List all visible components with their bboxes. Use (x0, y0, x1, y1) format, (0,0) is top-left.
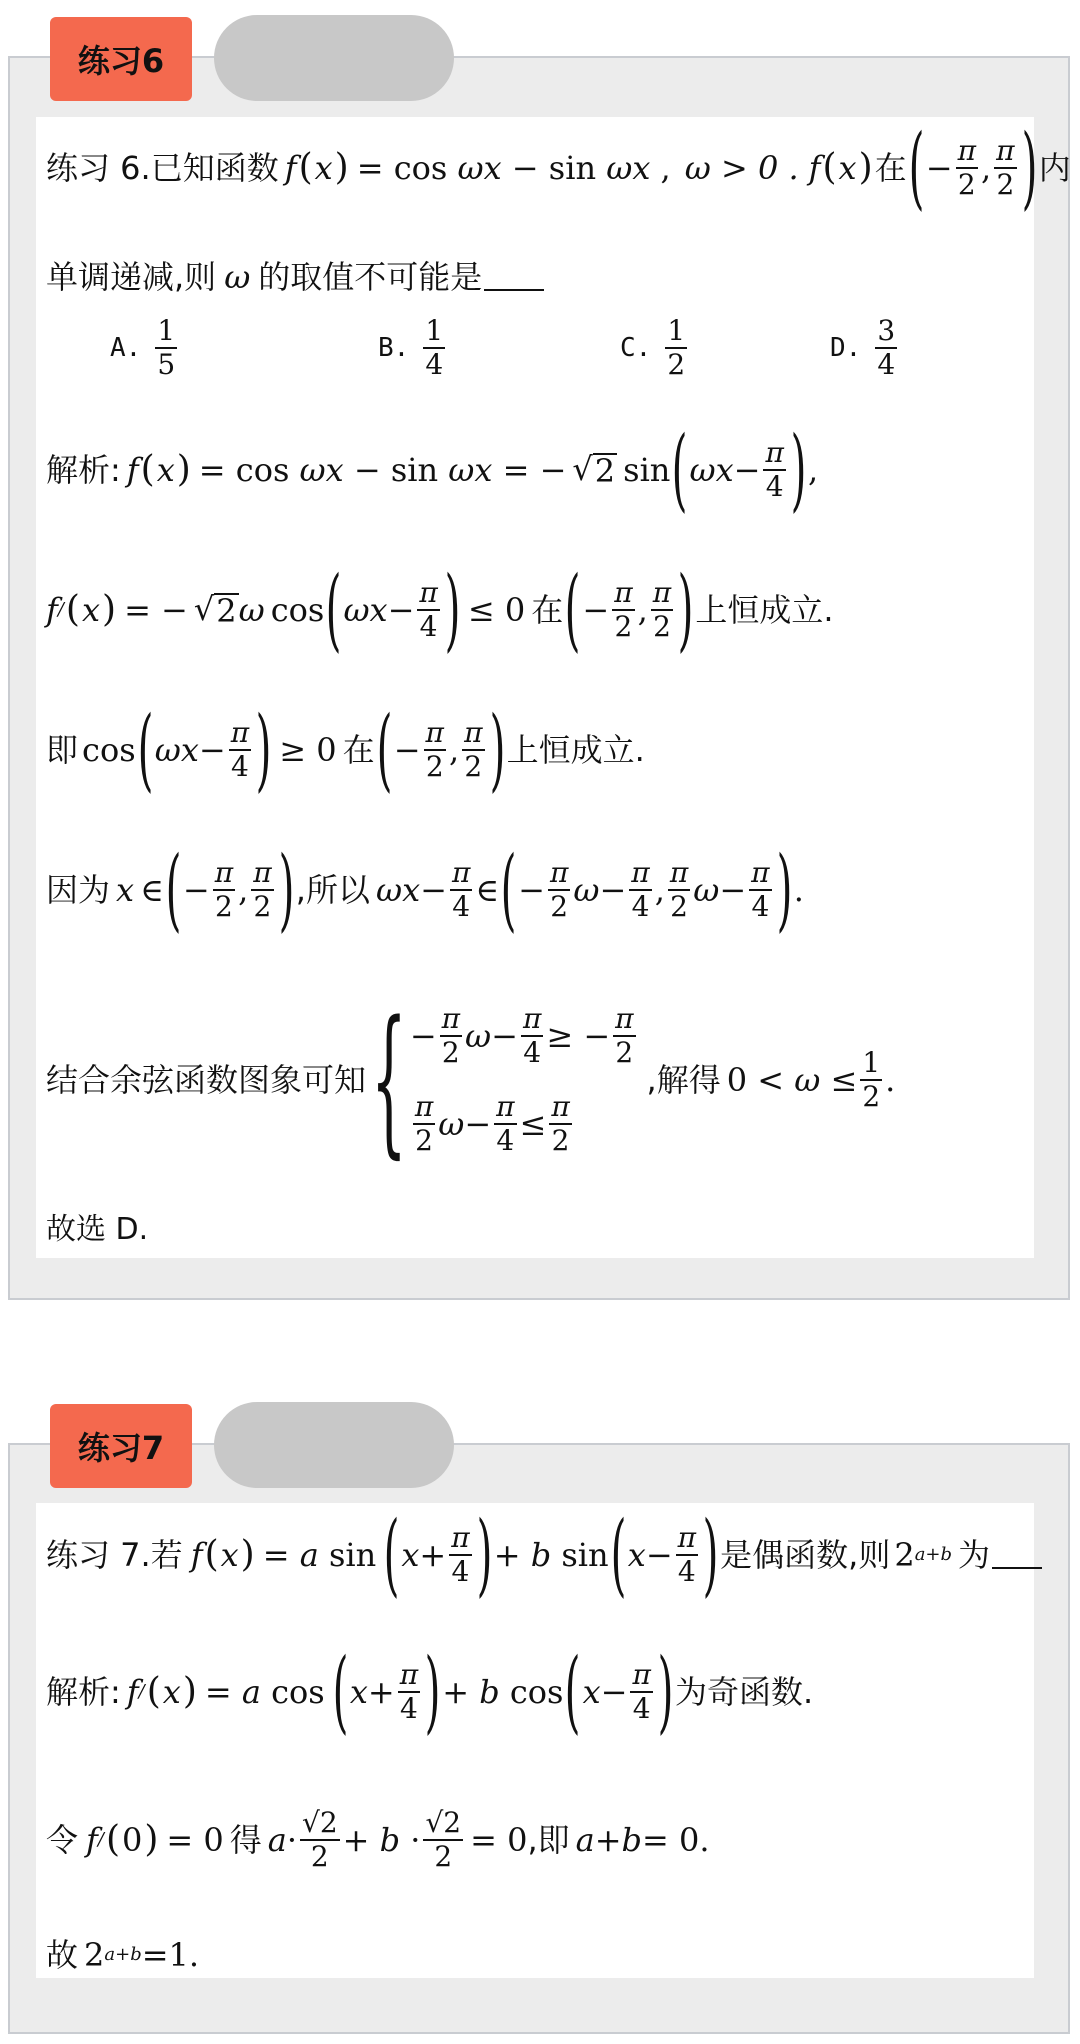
inequality-system: { − $\frac{\pi}{2}$ ω − $\frac{\pi}{4}$ ≥ − $\frac{\pi}{2}$ $\frac{\pi}{2}$ ω − $\frac{\pi}{4}$ ≤ $\frac{\pi}{2}$ (371, 986, 634, 1173)
exercise-6-in: 在 (874, 149, 907, 187)
exercise-6-solution-line1: 解析: f ( x ) = cos ωx − sin ωx = − √ 2 sin ( ωx − $\frac{\pi}{4}$ ) , (46, 417, 819, 522)
exercise-6-combine: 结合余弦函数图象可知 (46, 1061, 367, 1099)
option-a-num: 1 (155, 315, 177, 349)
exercise-6-line2a: 单调递减,则 (46, 258, 217, 296)
exercise-7-title: 练习7 (50, 1404, 192, 1488)
exercise-7-solution-label: 解析: (46, 1673, 121, 1711)
exercise-7-let: 令 (46, 1821, 79, 1859)
exercise-7-for: 为 (958, 1536, 991, 1574)
option-c-den: 2 (667, 348, 686, 382)
exercise-7-answer: 故 2 a+b =1. (46, 1936, 200, 1974)
answer-blank (484, 263, 544, 291)
exercise-6-line2b: 的取值不可能是 (258, 258, 483, 296)
exercise-6-condition: ω > 0 . (684, 149, 799, 187)
exercise-6-ie: 即 (46, 731, 79, 769)
exercise-6-answer: 故选 D. (46, 1212, 149, 1247)
option-c (620, 315, 690, 381)
option-b-num: 1 (423, 315, 445, 349)
option-b-letter: B. (378, 333, 410, 364)
exercise-7-get: 得 (229, 1821, 262, 1859)
answer-blank-7 (992, 1541, 1042, 1569)
option-d-den: 4 (877, 348, 896, 382)
exercise-6-text: 已知函数 (150, 149, 279, 187)
exercise-6-therefore: ,所以 (295, 871, 370, 909)
exercise-6-solution-line2: f / ( x ) = − √ 2 ω cos ( ωx − $\frac{\pi}{4}$ ) ≤ 0 在 ( − $\frac{\pi}{2}$ , $\frac{\pi}{2}$ ) 上恒成立. (46, 557, 834, 662)
option-a-den: 5 (157, 348, 176, 382)
exercise-7-tab-pill (214, 1402, 454, 1488)
exercise-7-if: 若 (150, 1536, 183, 1574)
exercise-7-prefix: 练习 7. (46, 1536, 151, 1574)
exercise-6-holds-3: 上恒成立. (506, 731, 645, 769)
exercise-6-solve: ,解得 (646, 1061, 721, 1099)
option-a (110, 315, 180, 381)
exercise-6-in-2: 在 (531, 591, 564, 629)
option-c-letter: C. (620, 333, 652, 364)
option-d-num: 3 (875, 315, 897, 349)
exercise-7-hence: 故 (46, 1936, 79, 1974)
exercise-7-ie: ,即 (527, 1821, 570, 1859)
exercise-7-odd: 为奇函数. (674, 1673, 814, 1711)
exercise-7-even: 是偶函数,则 (720, 1536, 891, 1574)
exercise-6-prefix: 练习 6. (46, 149, 151, 187)
exercise-7-solution-line1: 解析: f / ( x ) = a cos ( x + $\frac{\pi}{4}$ ) + b cos ( x − $\frac{\pi}{4}$ ) 为奇函数. (46, 1639, 814, 1744)
exercise-6-because: 因为 (46, 871, 111, 909)
exercise-6-question-line2: 单调递减,则 ω 的取值不可能是 (46, 252, 544, 302)
exercise-6-in-3: 在 (342, 731, 375, 769)
option-b-den: 4 (425, 348, 444, 382)
exercise-7-result: =1. (141, 1936, 200, 1974)
option-b (378, 315, 448, 381)
exercise-6-solution-line3: 即 cos ( ωx − $\frac{\pi}{4}$ ) ≥ 0 在 ( − $\frac{\pi}{2}$ , $\frac{\pi}{2}$ ) 上恒成立. (46, 697, 645, 802)
exercise-7-solution-line2: 令 f / ( 0 ) = 0 得 a · $\frac{√2}{2}$ + b · $\frac{√2}{2}$ = 0 ,即 a + b = 0. (46, 1805, 710, 1873)
option-d-letter: D. (830, 333, 862, 364)
exercise-6-tab-pill (214, 15, 454, 101)
exercise-6-title: 练习6 (50, 17, 192, 101)
exercise-6-holds-2: 上恒成立. (695, 591, 834, 629)
exercise-6-question-line1: 练习 6. 已知函数 f ( x ) = cos ωx − sin ωx , ω > 0 . f ( x ) 在 ( − $\frac{\pi}{2}$ , $\frac{\pi}{2}$ ) 内 (46, 115, 1071, 220)
option-a-letter: A. (110, 333, 142, 364)
exercise-7-question: 练习 7. 若 f ( x ) = a sin ( x + $\frac{\pi}{4}$ ) + b sin ( x − $\frac{\pi}{4}$ ) 是偶函数,则 2 a+b 为 (46, 1505, 1042, 1605)
exercise-6-inner: 内 (1038, 149, 1071, 187)
option-d (830, 315, 900, 381)
option-c-num: 1 (665, 315, 687, 349)
exercise-6-solution-line4: 因为 x ∈ ( − $\frac{\pi}{2}$ , $\frac{\pi}{2}$ ) ,所以 ωx − $\frac{\pi}{4}$ ∈ ( − $\frac{\pi}{2}$ ω − $\frac{\pi}{4}$ , $\frac{\pi}{2}$ ω − $\frac{\pi}{4}$ ) . (46, 837, 804, 942)
exercise-6-solution-line5: 结合余弦函数图象可知 { − $\frac{\pi}{2}$ ω − $\frac{\pi}{4}$ ≥ − $\frac{\pi}{2}$ $\frac{\pi}{2}$ ω − $\frac{\pi}{4}$ ≤ $\frac{\pi}{2}$ ,解得 0 < ω ≤ $\frac{1}{2}$ . (46, 986, 896, 1173)
exercise-6-solution-label: 解析: (46, 451, 121, 489)
